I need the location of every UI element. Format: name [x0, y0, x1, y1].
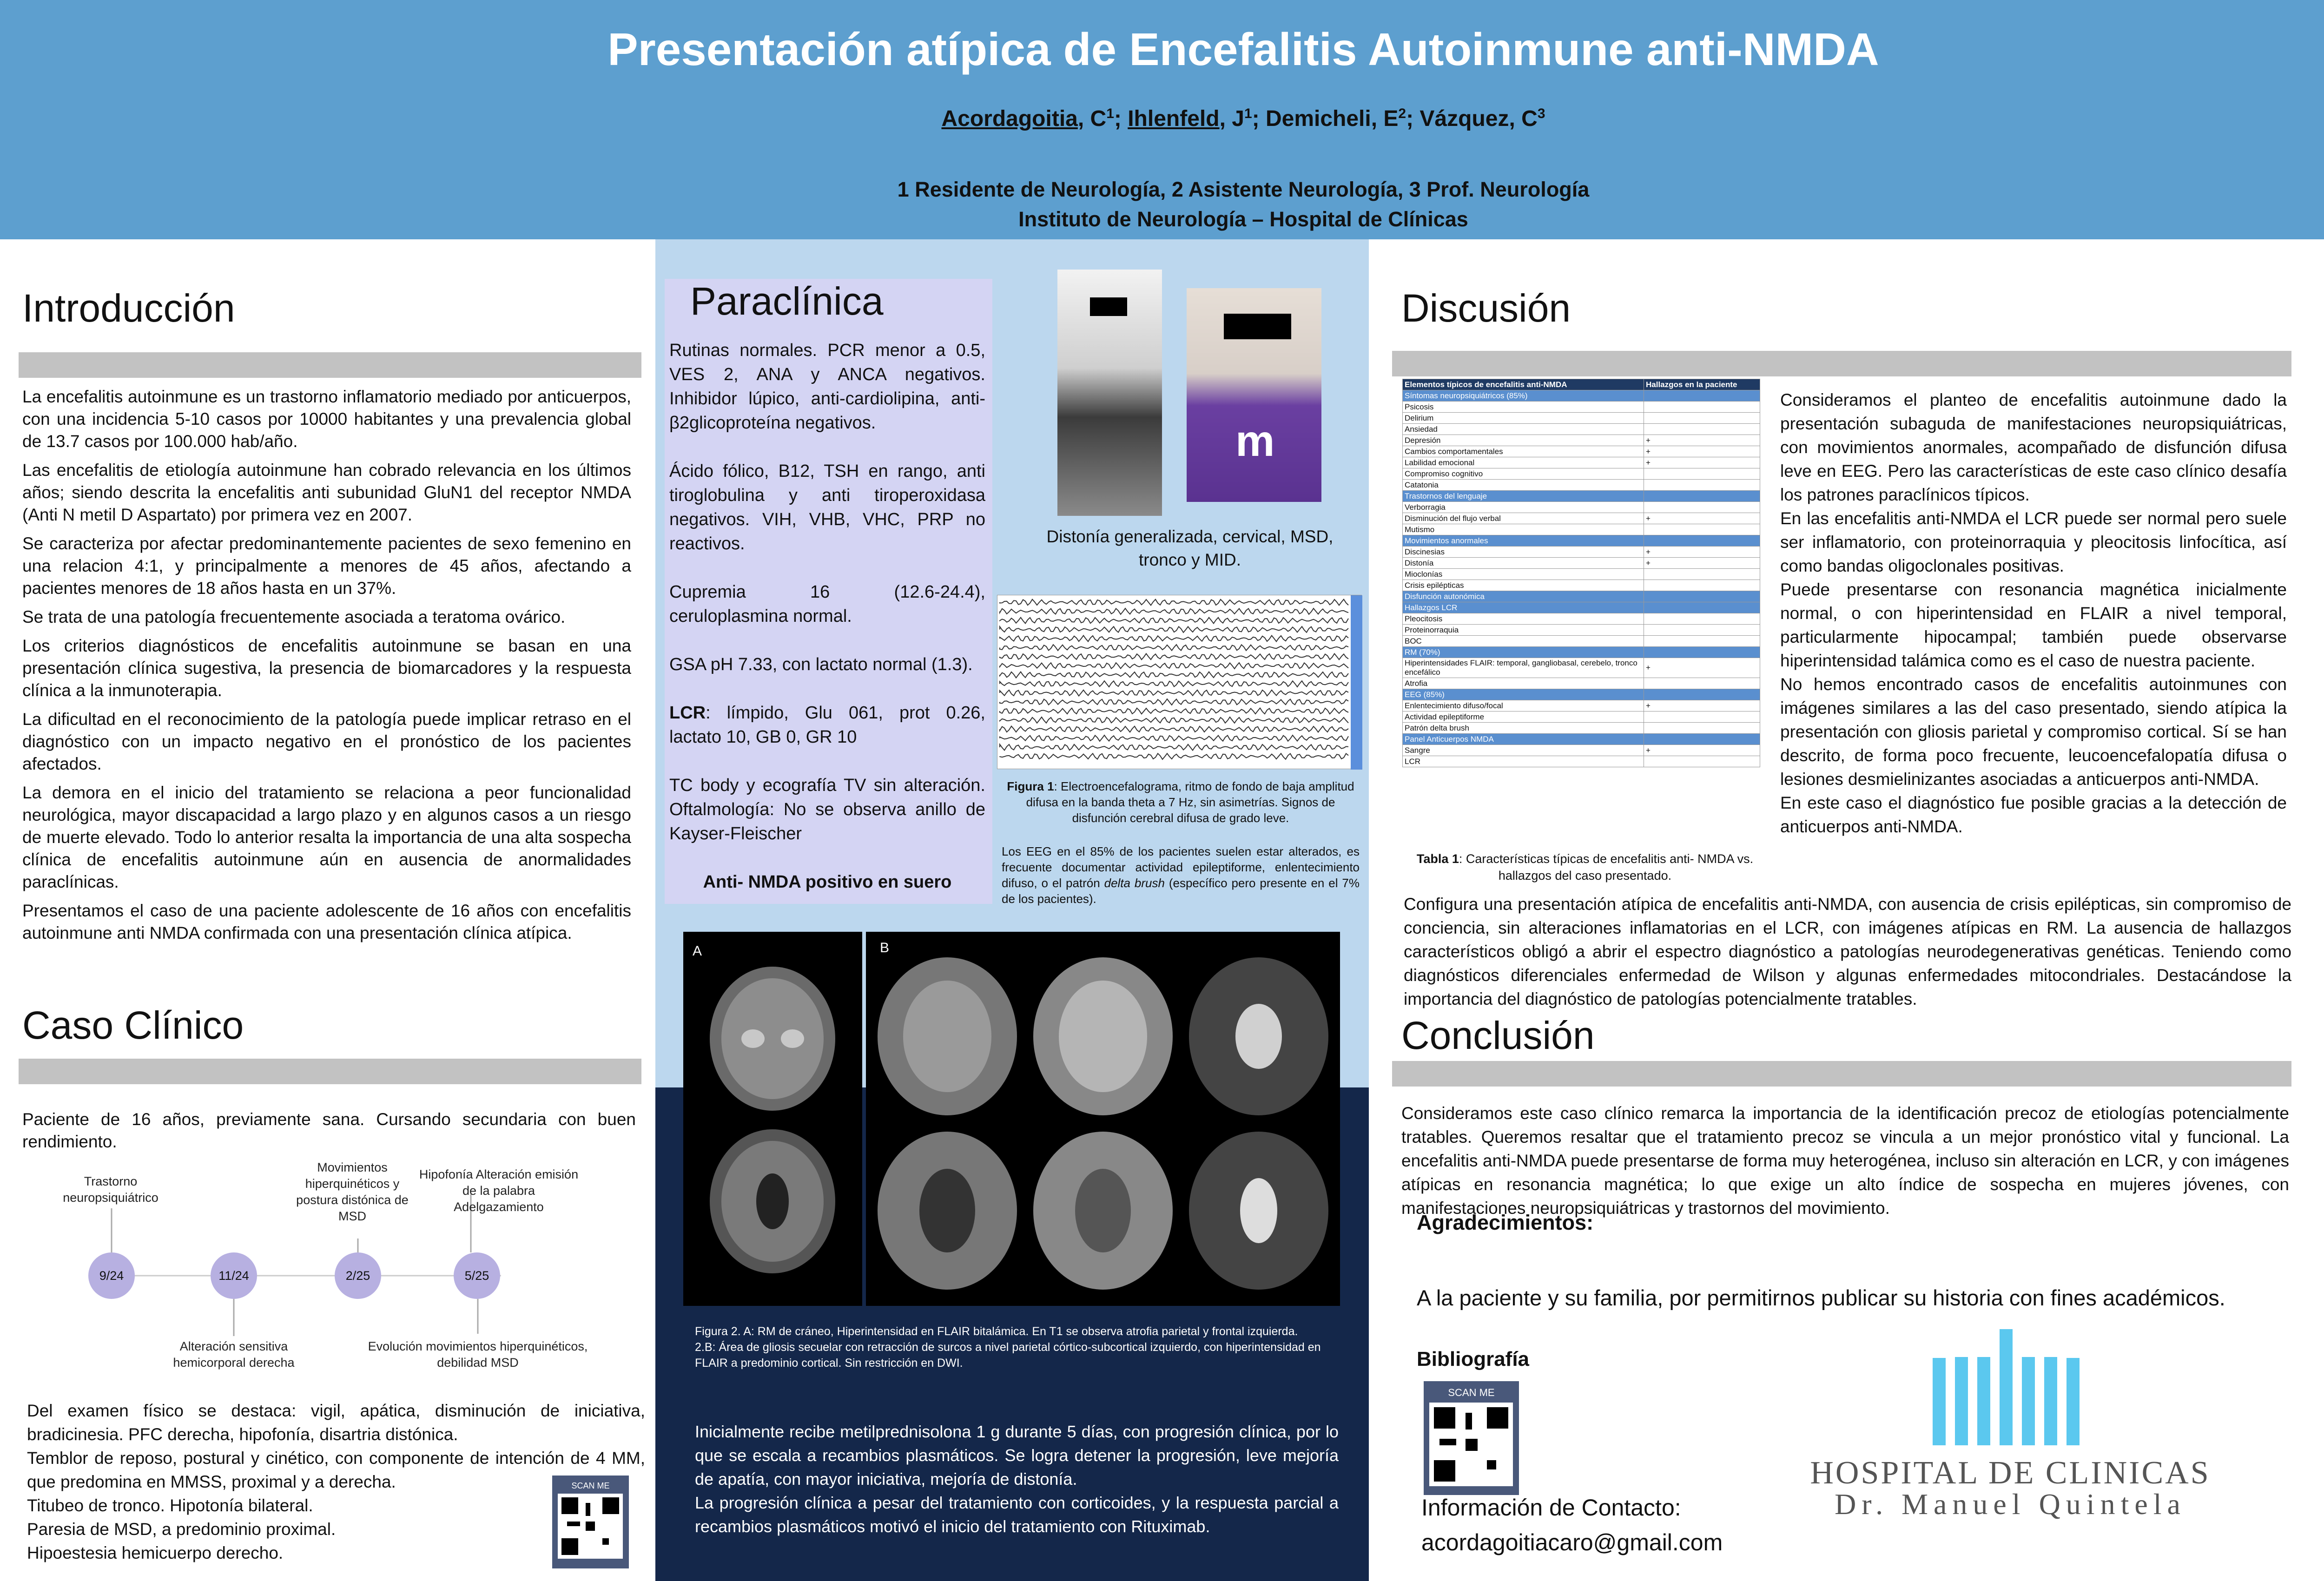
discussion-divider	[1392, 351, 2291, 376]
table-cell-element: Pleocitosis	[1403, 613, 1644, 625]
conclusion-text: Consideramos este caso clínico remarca la importancia de la identificación precoz de etiologías potencialmente tratables. Queremos resaltar que el tratamiento precoz se vincula a un mejor pronóstico vital y funcional. La encefalitis anti-NMDA puede presentarse de forma muy heterogénea, incluso sin alteración en LCR, y con imágenes atípicas en resonancia magnética; lo que exige un alto índice de sospecha en mujeres jóvenes, con manifestaciones neuropsiquiátricas y trastornos del movimiento.	[1401, 1104, 2289, 1218]
table-cell-element: Disminución del flujo verbal	[1403, 513, 1644, 524]
table-cell-element: Hallazgos LCR	[1403, 602, 1644, 613]
table-row	[1403, 535, 1760, 547]
table-cell-element: Mioclonías	[1403, 569, 1644, 580]
exam-finding: Temblor de reposo, postural y cinético, con componente de intención de 4 MM, que predomina en MMSS, proximal y a derecha.	[27, 1449, 645, 1491]
table-cell-finding	[1644, 723, 1760, 734]
table-row	[1403, 591, 1760, 602]
table-cell-finding	[1644, 756, 1760, 767]
table-row	[1403, 625, 1760, 636]
mri-panel-b	[866, 932, 1340, 1306]
eeg-channel	[1000, 717, 1348, 723]
table-row	[1403, 734, 1760, 745]
eeg-note	[1002, 843, 1360, 907]
exam-finding: Hipoestesia hemicuerpo derecho.	[27, 1543, 284, 1562]
table-row	[1403, 435, 1760, 446]
mri-caption-a: Figura 2. A: RM de cráneo, Hiperintensidad en FLAIR bitalámica. En T1 se observa atrofia parietal y frontal izquierda.	[695, 1325, 1298, 1338]
table-cell-element: LCR	[1403, 756, 1644, 767]
table-cell-element: Verborragia	[1403, 502, 1644, 513]
table-cell-element: RM (70%)	[1403, 647, 1644, 658]
eeg-channel	[1000, 608, 1348, 614]
conclusion-divider	[1392, 1061, 2291, 1087]
intro-paragraph: Se caracteriza por afectar predominantemente pacientes de sexo femenino en una relacion 4:1, y principalmente a menores de 45 años, afectando a pacientes menores de 18 años hasta en un 37%.	[22, 534, 631, 598]
acknowledgements-text: A la paciente y su familia, por permitirnos publicar su historia con fines académicos.	[1417, 1285, 2225, 1310]
paraclinic-heading: Paraclínica	[690, 279, 884, 323]
author-separator: ;	[1252, 106, 1266, 131]
eeg-note-pre: Los EEG en el 85% de los pacientes suelen estar alterados, es frecuente documentar actividad epileptiforme, enlentecimiento difuso, o el patrón	[1002, 844, 1360, 890]
findings-table	[1402, 379, 1760, 767]
table-cell-element: Panel Anticuerpos NMDA	[1403, 734, 1644, 745]
mri-slices-b	[871, 950, 1335, 1299]
mri-slices-a	[697, 960, 848, 1285]
eeg-caption-text: : Electroencefalograma, ritmo de fondo de baja amplitud difusa en la banda theta a 7 Hz, sin asimetrías. Signos de disfunción cerebral difusa de grado leve.	[1026, 779, 1354, 825]
eeg-waveforms	[997, 595, 1362, 770]
eeg-note-post: (específico pero presente en el 7% de los pacientes).	[1002, 876, 1360, 906]
table-cell-element: BOC	[1403, 636, 1644, 647]
bibliography-title: Bibliografía	[1417, 1348, 1530, 1370]
qr-pattern	[558, 1494, 623, 1559]
table-row	[1403, 723, 1760, 734]
table-cell-finding	[1644, 689, 1760, 700]
shirt-logo: m	[1235, 416, 1275, 466]
timeline-date: 2/25	[335, 1252, 381, 1299]
eeg-caption	[1004, 778, 1357, 826]
table-header: Hallazgos en la paciente	[1644, 379, 1760, 390]
table-cell-finding: +	[1644, 513, 1760, 524]
hospital-logo-icon	[1933, 1329, 2137, 1445]
table-cell-finding	[1644, 602, 1760, 613]
discussion-paragraph: Consideramos el planteo de encefalitis autoinmune dado la presentación subaguda de manifestaciones neuropsiquiátricas, con movimientos anormales, acompañado de disfunción difusa leve en EEG. Pero las características de este caso clínico desafía los patrones paraclínicos típicos.	[1780, 390, 2287, 504]
table-row	[1403, 689, 1760, 700]
table-row	[1403, 524, 1760, 535]
qr-pattern	[1429, 1403, 1513, 1486]
table-row	[1403, 402, 1760, 413]
eeg-channel	[1000, 735, 1348, 741]
treatment-paragraph: Inicialmente recibe metilprednisolona 1 g durante 5 días, con progresión clínica, por lo que se escala a recambios plasmáticos. Se logra detener la progresión, leve mejoría de apatía, con mayor iniciativa, mejoría de distonía.	[695, 1422, 1339, 1489]
acknowledgements-title: Agradecimientos:	[1417, 1211, 1594, 1234]
paraclinic-block: Rutinas normales. PCR menor a 0.5, VES 2, ANA y ANCA negativos. Inhibidor lúpico, anti-cardiolipina, anti-β2glicoproteína negativos.	[669, 341, 985, 433]
table-cell-element: Crisis epilépticas	[1403, 580, 1644, 591]
discussion-heading: Discusión	[1401, 286, 1571, 330]
intro-body	[22, 386, 631, 951]
paraclinic-block: GSA pH 7.33, con lactato normal (1.3).	[669, 655, 973, 674]
mri-caption-b: 2.B: Área de gliosis secuelar con retracción de surcos a nivel parietal córtico-subcortical izquierdo, con hiperintensidad en FLAIR a predominio cortical. Sin restricción en DWI.	[695, 1341, 1321, 1370]
table-row	[1403, 502, 1760, 513]
eeg-channel	[1000, 690, 1348, 696]
table-row	[1403, 390, 1760, 402]
table-cell-finding	[1644, 502, 1760, 513]
table-cell-element: Discinesias	[1403, 547, 1644, 558]
table-cell-element: Mutismo	[1403, 524, 1644, 535]
intro-paragraph: Las encefalitis de etiología autoinmune han cobrado relevancia en los últimos años; siendo descrita la encefalitis anti subunidad GluN1 del receptor NMDA (Anti N metil D Aspartato) por primera vez en 2007.	[22, 461, 631, 524]
table-cell-finding	[1644, 647, 1760, 658]
nmda-result: Anti- NMDA positivo en suero	[703, 872, 952, 892]
discussion-paragraph: En este caso el diagnóstico fue posible gracias a la detección de anticuerpos anti-NMDA.	[1780, 793, 2287, 836]
eeg-note-italic: delta brush	[1104, 876, 1165, 890]
treatment-text	[695, 1420, 1339, 1538]
table-row	[1403, 413, 1760, 424]
privacy-bar	[1090, 297, 1127, 316]
author-affiliation-number: 1	[1106, 106, 1114, 121]
paraclinic-block: Ácido fólico, B12, TSH en rango, anti tiroglobulina y anti tiroperoxidasa negativos. VIH, VHB, VHC, PRP no reactivos.	[669, 461, 985, 553]
intro-paragraph: La encefalitis autoinmune es un trastorno inflamatorio mediado por anticuerpos, con una incidencia 5-10 casos por 10000 habitantes y una prevalencia global de 13.7 casos por 100.000 hab/año.	[22, 387, 631, 451]
table-caption-text: : Características típicas de encefalitis anti- NMDA vs. hallazgos del caso presentado.	[1459, 852, 1754, 883]
table-cell-finding	[1644, 734, 1760, 745]
intro-paragraph: La demora en el inicio del tratamiento se relaciona a peor funcionalidad neurológica, mayor discapacidad a largo plazo y en algunos casos a un riesgo de muerte elevado. Todo lo anterior resalta la importancia de una alta sospecha clínica de encefalitis autoinmune aún en ausencia de anormalidades paraclínicas.	[22, 783, 631, 891]
discussion-body	[1780, 388, 2287, 838]
author-list	[604, 106, 1882, 132]
table-cell-finding	[1644, 535, 1760, 547]
contact-label: Información de Contacto:	[1421, 1495, 1681, 1521]
table-row	[1403, 678, 1760, 689]
eeg-channel	[1000, 744, 1348, 751]
table-row	[1403, 580, 1760, 591]
mri-label-b: B	[880, 940, 890, 955]
photos-caption: Distonía generalizada, cervical, MSD, tronco y MID.	[1046, 527, 1334, 569]
timeline-date: 11/24	[211, 1252, 257, 1299]
table-cell-element: Atrofia	[1403, 678, 1644, 689]
patient-photo-seated	[1187, 288, 1321, 502]
qr-label: SCAN ME	[571, 1481, 610, 1490]
table-cell-element: Trastornos del lenguaje	[1403, 491, 1644, 502]
privacy-bar	[1224, 314, 1291, 339]
intro-paragraph: Presentamos el caso de una paciente adolescente de 16 años con encefalitis autoinmune anti NMDA confirmada con una presentación clínica atípica.	[22, 901, 631, 942]
table-cell-finding	[1644, 711, 1760, 723]
table-cell-finding	[1644, 569, 1760, 580]
bibliography-qr-code[interactable]	[1424, 1381, 1519, 1495]
timeline-date: 9/24	[88, 1252, 135, 1299]
table-cell-element: Patrón delta brush	[1403, 723, 1644, 734]
exam-finding: Titubeo de tronco. Hipotonía bilateral.	[27, 1496, 313, 1515]
timeline-event-label: Evolución movimientos hiperquinéticos, debilidad MSD	[368, 1339, 588, 1370]
table-cell-finding	[1644, 390, 1760, 402]
table-cell-element: Sangre	[1403, 745, 1644, 756]
hospital-logo-subtitle: Dr. Manuel Quintela	[1835, 1488, 2186, 1521]
poster-title: Presentación atípica de Encefalitis Autoinmune anti-NMDA	[607, 24, 1879, 75]
hospital-logo-name: HOSPITAL DE CLINICAS	[1810, 1455, 2211, 1491]
table-cell-finding	[1644, 613, 1760, 625]
eeg-channel	[1000, 708, 1348, 714]
lcr-label: LCR	[669, 703, 706, 723]
table-caption-label: Tabla 1	[1416, 852, 1459, 866]
eeg-channel	[1000, 753, 1348, 759]
author-affiliation-number: 1	[1244, 106, 1252, 121]
table-cell-element: Hiperintensidades FLAIR: temporal, gangliobasal, cerebelo, tronco encefálico	[1403, 658, 1644, 678]
affiliation-line-1: 1 Residente de Neurología, 2 Asistente Neurología, 3 Prof. Neurología	[897, 178, 1590, 201]
table-row	[1403, 491, 1760, 502]
table-cell-finding: +	[1644, 457, 1760, 468]
discussion-paragraph: No hemos encontrado casos de encefalitis autoinmunes con imágenes similares a las del caso presentado, siendo atípica la presentación con gliosis parietal y compromiso cortical. Sí se han descrito, de forma poco frecuente, leucoencefalopatía difusa o lesiones desmielinizantes asociadas a anticuerpos anti-NMDA.	[1780, 675, 2287, 789]
intro-paragraph: Los criterios diagnósticos de encefalitis autoinmune se basan en una presentación clínica sugestiva, la presencia de biomarcadores y la respuesta clínica a la inmunoterapia.	[22, 636, 631, 700]
table-row	[1403, 711, 1760, 723]
eeg-channel	[1000, 726, 1348, 732]
qr-label: SCAN ME	[1448, 1387, 1495, 1398]
table-cell-finding	[1644, 524, 1760, 535]
timeline-date: 5/25	[454, 1252, 500, 1299]
table-row	[1403, 424, 1760, 435]
patient-photo-standing	[1057, 270, 1162, 516]
timeline-event-label: Movimientos hiperquinéticos y postura distónica de MSD	[296, 1160, 409, 1223]
table-cell-finding: +	[1644, 745, 1760, 756]
author-separator: ;	[1114, 106, 1128, 131]
table-cell-finding	[1644, 491, 1760, 502]
eeg-channel	[1000, 672, 1348, 678]
table-cell-element: Disfunción autonómica	[1403, 591, 1644, 602]
author-initial: , C	[1077, 106, 1107, 131]
treatment-paragraph: La progresión clínica a pesar del tratamiento con corticoides, y la respuesta parcial a recambios plasmáticos motivó el inicio del tratamiento con Rituximab.	[695, 1493, 1339, 1536]
contact-email[interactable]: acordagoitiacaro@gmail.com	[1421, 1529, 1723, 1555]
table-cell-finding: +	[1644, 435, 1760, 446]
author-initial: , E	[1371, 106, 1399, 131]
eeg-channel	[1000, 599, 1348, 606]
table-cell-finding	[1644, 402, 1760, 413]
author-affiliation-number: 3	[1537, 106, 1545, 121]
table-cell-finding: +	[1644, 446, 1760, 457]
eeg-channel	[1000, 618, 1348, 624]
table-row	[1403, 647, 1760, 658]
table-cell-finding	[1644, 424, 1760, 435]
case-qr-code[interactable]	[552, 1476, 629, 1568]
lcr-result	[669, 701, 985, 749]
table-cell-finding	[1644, 413, 1760, 424]
table-row	[1403, 513, 1760, 524]
table-cell-finding: +	[1644, 558, 1760, 569]
exam-finding: Del examen físico se destaca: vigil, apática, disminución de iniciativa, bradicinesia. PFC derecha, hipofonía, disartria distónica.	[27, 1401, 645, 1444]
eeg-channel	[1000, 654, 1348, 660]
paraclinic-block: Cupremia 16 (12.6-24.4), ceruloplasmina normal.	[669, 582, 985, 626]
author-name: Ihlenfeld	[1128, 106, 1220, 131]
table-row	[1403, 745, 1760, 756]
table-cell-element: EEG (85%)	[1403, 689, 1644, 700]
table-cell-finding: +	[1644, 700, 1760, 711]
table-row	[1403, 613, 1760, 625]
table-row	[1403, 700, 1760, 711]
clinical-timeline	[22, 1159, 650, 1369]
table-cell-element: Psicosis	[1403, 402, 1644, 413]
lcr-text: : límpido, Glu 061, prot 0.26, lactato 10, GB 0, GR 10	[669, 703, 985, 747]
author-name: Vázquez	[1419, 106, 1509, 131]
table-cell-element: Cambios comportamentales	[1403, 446, 1644, 457]
exam-finding: Paresia de MSD, a predominio proximal.	[27, 1520, 336, 1539]
table-row	[1403, 558, 1760, 569]
table-cell-finding	[1644, 636, 1760, 647]
case-divider	[19, 1059, 641, 1084]
table-cell-element: Síntomas neuropsiquiátricos (85%)	[1403, 390, 1644, 402]
author-name: Demicheli	[1265, 106, 1371, 131]
table-cell-element: Enlentecimiento difuso/focal	[1403, 700, 1644, 711]
table-cell-element: Delirium	[1403, 413, 1644, 424]
eeg-channel	[1000, 645, 1348, 651]
discussion-paragraph: En las encefalitis anti-NMDA el LCR puede ser normal pero suele ser inflamatorio, con proteinorraquia y pleocitosis linfocítica, así como bandas oligoclonales positivas.	[1780, 509, 2287, 575]
intro-heading: Introducción	[22, 286, 235, 330]
table-cell-finding	[1644, 468, 1760, 480]
table-cell-finding	[1644, 678, 1760, 689]
eeg-channel	[1000, 681, 1348, 687]
eeg-channel	[1000, 663, 1348, 669]
table-cell-finding	[1644, 591, 1760, 602]
mri-panel-a	[683, 932, 862, 1306]
table-cell-finding	[1644, 580, 1760, 591]
timeline-event-label: Alteración sensitiva hemicorporal derecha	[173, 1339, 295, 1370]
imaging-result: TC body y ecografía TV sin alteración. Oftalmología: No se observa anillo de Kayser-Fleischer	[669, 776, 985, 843]
table-cell-element: Ansiedad	[1403, 424, 1644, 435]
case-intro: Paciente de 16 años, previamente sana. Cursando secundaria con buen rendimiento.	[22, 1110, 636, 1151]
author-separator: ;	[1406, 106, 1420, 131]
eeg-channel	[1000, 636, 1348, 642]
intro-paragraph: Se trata de una patología frecuentemente asociada a teratoma ovárico.	[22, 607, 566, 626]
eeg-scale-bar	[1351, 595, 1362, 770]
table-cell-element: Compromiso cognitivo	[1403, 468, 1644, 480]
table-row	[1403, 602, 1760, 613]
discussion-summary: Configura una presentación atípica de encefalitis anti-NMDA, con ausencia de crisis epilépticas, sin compromiso de conciencia, sin alteraciones inflamatorias en el LCR, con imágenes atípicas en RM. La ausencia de hallazgos característicos obligó a abrir el espectro diagnóstico a patologías neurodegenerativas genéticas. Teniendo como diagnósticos diferenciales enfermedad de Wilson y algunas enfermedades mitocondriales. Destacándose la importancia del diagnóstico de patologías potencialmente tratables.	[1404, 895, 2291, 1008]
author-initial: , C	[1509, 106, 1538, 131]
eeg-trace	[997, 595, 1362, 769]
table-cell-finding	[1644, 480, 1760, 491]
intro-divider	[19, 352, 641, 378]
eeg-channel	[1000, 626, 1348, 632]
author-initial: , J	[1219, 106, 1244, 131]
table-header: Elementos típicos de encefalitis anti-NMDA	[1403, 379, 1644, 390]
intro-paragraph: La dificultad en el reconocimiento de la patología puede implicar retraso en el diagnóstico con un impacto negativo en el pronóstico de los pacientes afectados.	[22, 710, 631, 773]
table-cell-element: Proteinorraquia	[1403, 625, 1644, 636]
table-cell-element: Labilidad emocional	[1403, 457, 1644, 468]
mri-caption	[695, 1324, 1346, 1371]
eeg-caption-label: Figura 1	[1007, 779, 1054, 793]
table-cell-finding	[1644, 625, 1760, 636]
discussion-paragraph: Puede presentarse con resonancia magnética inicialmente normal, o con hiperintensidad en FLAIR a nivel temporal, particularmente hipocampal; también puede observarse hiperintensidad talámica como es el caso de nuestra paciente.	[1780, 580, 2287, 670]
timeline-event-label: Trastorno neuropsiquiátrico	[63, 1174, 158, 1205]
table-row	[1403, 636, 1760, 647]
table-cell-element: Catatonia	[1403, 480, 1644, 491]
author-name: Acordagoitia	[941, 106, 1078, 131]
table-cell-finding: +	[1644, 658, 1760, 678]
eeg-channel	[1000, 699, 1348, 705]
paraclinic-body	[669, 338, 985, 901]
table-row	[1403, 569, 1760, 580]
table-cell-element: Movimientos anormales	[1403, 535, 1644, 547]
table-row	[1403, 756, 1760, 767]
table-row	[1403, 446, 1760, 457]
conclusion-heading: Conclusión	[1401, 1014, 1595, 1057]
table-row	[1403, 658, 1760, 678]
table-cell-element: Depresión	[1403, 435, 1644, 446]
table-caption	[1401, 850, 1769, 884]
mri-label-a: A	[693, 943, 702, 959]
case-heading: Caso Clínico	[22, 1003, 244, 1047]
author-affiliation-number: 2	[1398, 106, 1406, 121]
poster-header	[0, 0, 2324, 239]
table-row	[1403, 547, 1760, 558]
table-row	[1403, 468, 1760, 480]
timeline-event-label: Hipofonía Alteración emisión de la palabra Adelgazamiento	[419, 1167, 579, 1214]
table-cell-element: Actividad epileptiforme	[1403, 711, 1644, 723]
table-row	[1403, 480, 1760, 491]
table-row	[1403, 457, 1760, 468]
affiliation-line-2: Instituto de Neurología – Hospital de Clínicas	[1018, 207, 1468, 231]
table-cell-element: Distonía	[1403, 558, 1644, 569]
table-cell-finding: +	[1644, 547, 1760, 558]
